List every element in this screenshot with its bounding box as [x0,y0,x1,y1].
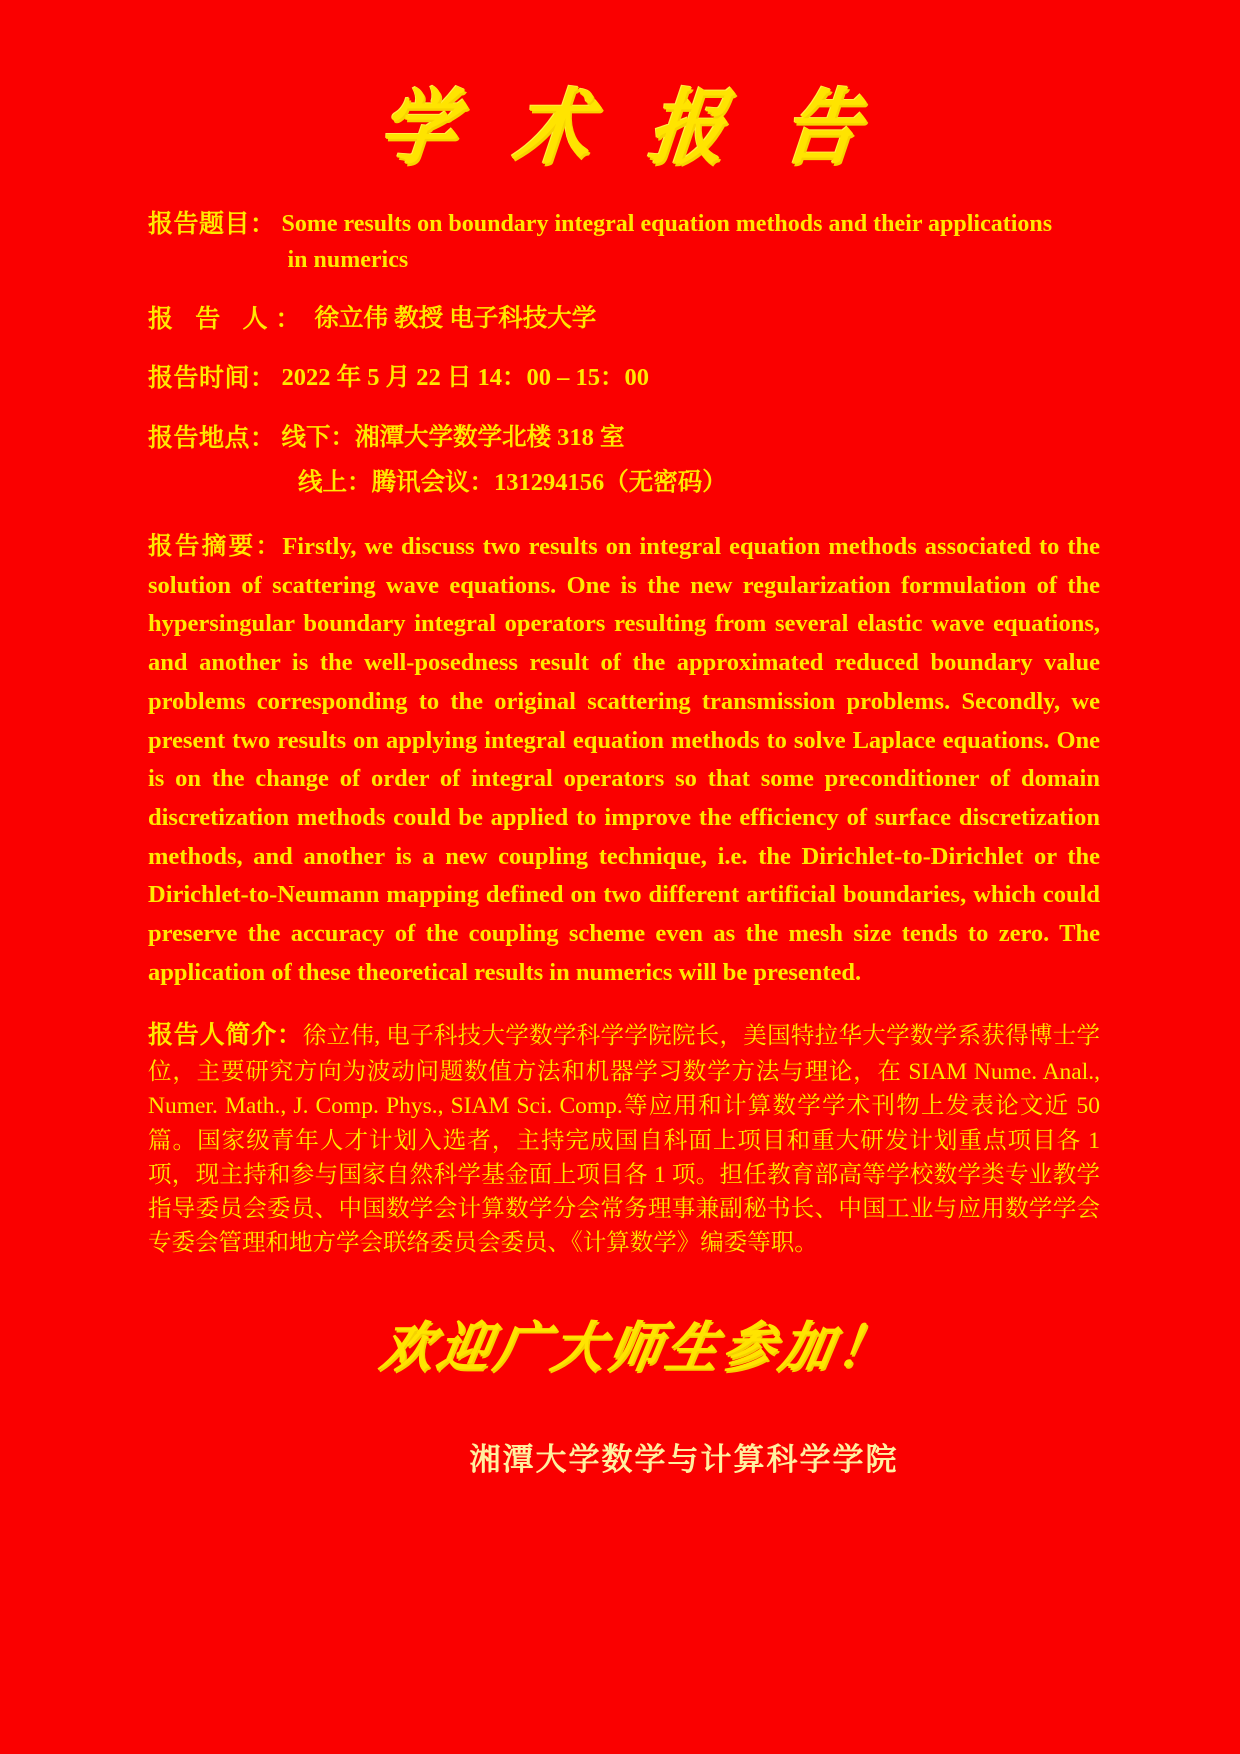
poster-body [0,206,1240,1479]
venue-label: 报告地点： [148,424,276,452]
bio-section [148,1018,1100,1260]
time-value: 2022 年 5 月 22 日 14：00 – 15：00 [281,364,650,392]
bio-text: 徐立伟, 电子科技大学数学科学学院院长，美国特拉华大学数学系获得博士学位，主要研究方向为波动问题数值方法和机器学习数学方法与理论，在 SIAM Nume. Anal., Numer. Math., J. Comp. Phys., SIAM Sci. Comp.等应用和计算数学学术刊物上发表论文近 50 篇。国家级青年人才计划入选者，主持完成国自科面上项目和重大研发计划重点项目各 1 项，现主持和参与国家自然科学基金面上项目各 1 项。担任教育部高等学校数学类专业教学指导委员会委员、中国数学会计算数学分会常务理事兼副秘书长、中国工业与应用数学学会专委会管理和地方学会联络委员会委员、《计算数学》编委等职。 [148,1023,1100,1257]
organizer-name: 湘潭大学数学与计算科学学院 [469,1441,899,1477]
talk-title-line2: in numerics [287,247,409,274]
speaker-row [148,301,1100,339]
talk-title-row [148,206,1100,279]
time-row [148,360,1100,398]
talk-title-line1: Some results on boundary integral equation methods and their applications [281,210,1053,237]
poster-title-container [0,0,1240,176]
welcome-slogan: 欢迎广大师生参加！ [375,1315,901,1380]
talk-title-label: 报告题目： [148,210,276,238]
speaker-value: 徐立伟 教授 电子科技大学 [314,304,597,332]
talk-title-value [276,206,1100,279]
abstract-section [148,528,1100,992]
abstract-label: 报告摘要： [148,533,283,561]
venue-row [148,420,1100,458]
speaker-label: 报 告 人： [148,305,309,333]
venue-value-online: 线上：腾讯会议：131294156（无密码） [298,469,727,497]
venue-value-offline: 线下：湘潭大学数学北楼 318 室 [281,423,625,451]
bio-label: 报告人简介： [148,1022,303,1050]
welcome-slogan-container [148,1305,1100,1380]
time-label: 报告时间： [148,365,276,393]
abstract-text: Firstly, we discuss two results on integral equation methods associated to the solution of scattering wave equations. One is the new regularization formulation of the hypersingular boundary integral operators resulting from several elastic wave equations, and another is the well-posedness result of the approximated reduced boundary value problems corresponding to the original scattering transmission problems. Secondly, we present two results on applying integral equation methods to solve Laplace equations. One is on the change of order of integral operators so that some preconditioner of domain discretization methods could be applied to improve the efficiency of surface discretization methods, and another is a new coupling technique, i.e. the Dirichlet-to-Dirichlet or the Dirichlet-to-Neumann mapping defined on two different artificial boundaries, which could preserve the accuracy of the coupling scheme even as the mesh size tends to zero. The application of these theoretical results in numerics will be presented. [148,533,1100,986]
page-title: 学 术 报 告 [375,79,881,176]
